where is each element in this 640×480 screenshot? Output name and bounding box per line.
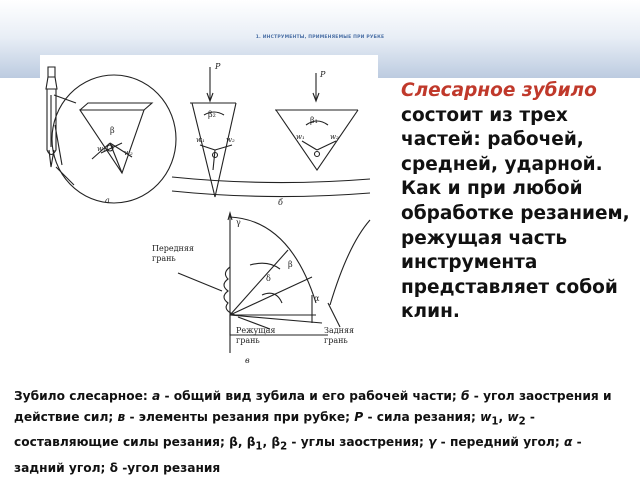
caption-term-p: Р: [354, 410, 364, 424]
caption-text: - задний угол; δ -угол резания: [14, 435, 582, 475]
label-b: б: [278, 198, 283, 207]
caption-text: - передний угол;: [436, 435, 564, 450]
caption-sub-2: 2: [518, 416, 526, 428]
chisel-description-body: состоит из трех частей: рабочей, средней, ударной. Как и при любой обработке резанием, режущая часть инструмента представляет собой клин.: [401, 104, 630, 323]
chisel-description: [401, 79, 636, 325]
label-front-face-2: грань: [152, 254, 176, 263]
label-beta-v: β: [288, 260, 293, 269]
label-v: в: [245, 356, 250, 365]
caption-sub-1: 1: [491, 416, 499, 428]
label-w1-a: w₁: [97, 145, 106, 153]
caption-text: - общий вид зубила и его рабочей части;: [160, 389, 462, 403]
caption-text: - элементы резания при рубке;: [125, 410, 355, 424]
label-rear-face-2: грань: [324, 336, 348, 345]
caption-sub-beta2: 2: [280, 441, 288, 453]
label-w2-c: w₂: [330, 133, 339, 141]
caption-text: - угол заострения и действие сил;: [14, 389, 612, 424]
label-cutting-edge-1: Режущая: [236, 326, 276, 335]
label-w1-b: w₁: [196, 136, 205, 144]
label-w2-b: w₂: [226, 136, 235, 144]
label-front-face-1: Передняя: [152, 244, 194, 253]
label-a: а: [105, 196, 110, 205]
figure-caption: [14, 386, 626, 479]
caption-text: Зубило слесарное:: [14, 389, 152, 403]
caption-term-alpha: α: [563, 435, 573, 450]
label-cutting-edge-2: грань: [236, 336, 260, 345]
caption-text: - сила резания;: [363, 410, 481, 424]
label-beta2: β₂: [208, 110, 216, 119]
label-p-2: P: [320, 70, 326, 79]
chisel-diagram: [40, 55, 378, 373]
chisel-term: Слесарное зубило: [401, 80, 597, 101]
label-delta: δ: [266, 274, 271, 283]
caption-term-a: а: [151, 389, 161, 403]
caption-term-w1: w: [480, 410, 492, 424]
caption-text: - составляющие силы резания; β, β: [14, 410, 535, 450]
label-w2-a: w₂: [124, 149, 133, 157]
caption-term-v: в: [117, 410, 126, 424]
label-rear-face-1: Задняя: [324, 326, 355, 335]
caption-term-w2: w: [507, 410, 519, 424]
label-w1-c: w₁: [296, 133, 305, 141]
caption-text: ,: [498, 410, 508, 424]
caption-text: - углы заострения;: [287, 435, 429, 450]
label-beta: β: [110, 126, 115, 135]
label-p-1: P: [215, 62, 221, 71]
caption-sub-beta1: 1: [255, 441, 263, 453]
slide-title: 1. ИНСТРУМЕНТЫ, ПРИМЕНЯЕМЫЕ ПРИ РУБКЕ: [255, 35, 385, 40]
label-gamma: γ: [236, 218, 241, 227]
chisel-figure: [40, 55, 378, 373]
label-beta1: β₁: [310, 116, 318, 125]
caption-term-gamma: γ: [428, 435, 437, 450]
caption-text: , β: [262, 435, 281, 450]
caption-term-b: б: [461, 389, 470, 403]
label-alpha: α: [314, 294, 320, 303]
